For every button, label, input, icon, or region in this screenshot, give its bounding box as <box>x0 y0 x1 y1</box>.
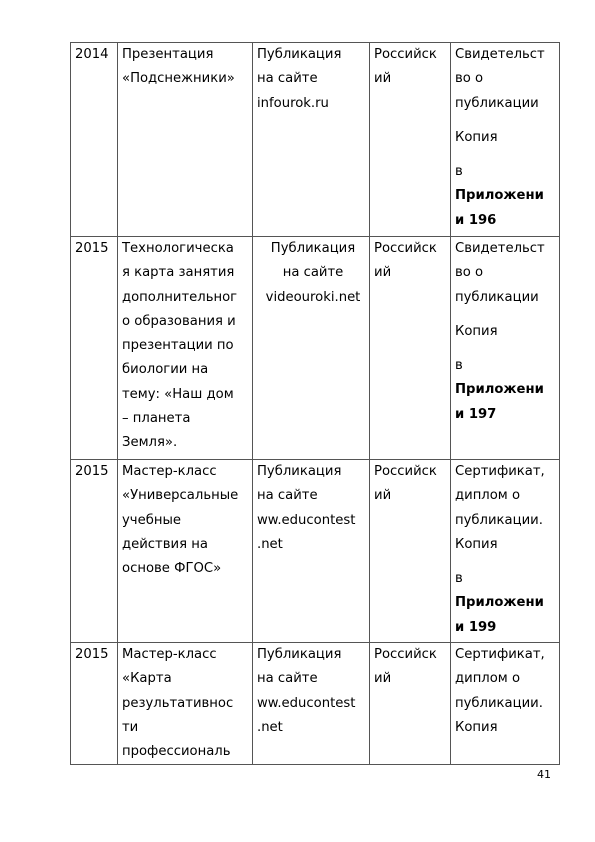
level-cell: Российск ий <box>370 237 451 460</box>
table-row <box>71 43 560 237</box>
page-number: 41 <box>537 768 551 781</box>
venue-cell: Публикация на сайте videouroki.net <box>253 237 370 460</box>
level-cell: Российск ий <box>370 643 451 765</box>
level-cell: Российск ий <box>370 460 451 643</box>
year-cell: 2015 <box>71 643 118 765</box>
title-cell: Мастер-класс «Универсальные учебные действия на основе ФГОС» <box>118 460 253 643</box>
year-cell: 2015 <box>71 460 118 643</box>
venue-cell: Публикация на сайте infourok.ru <box>253 43 370 237</box>
venue-cell: Публикация на сайте ww.educontest .net <box>253 460 370 643</box>
venue-cell: Публикация на сайте ww.educontest .net <box>253 643 370 765</box>
document-cell: Сертификат, диплом о публикации. Копия в Приложени и 199 <box>451 460 560 643</box>
document-cell: Свидетельст во о публикации Копия в Приложени и 197 <box>451 237 560 460</box>
document-cell: Свидетельст во о публикации Копия в Приложени и 196 <box>451 43 560 237</box>
level-cell: Российск ий <box>370 43 451 237</box>
document-cell: Сертификат, диплом о публикации. Копия <box>451 643 560 765</box>
title-cell: Презентация «Подснежники» <box>118 43 253 237</box>
table-row <box>71 460 560 643</box>
publications-table <box>70 42 560 765</box>
year-cell: 2015 <box>71 237 118 460</box>
title-cell: Технологическа я карта занятия дополнительног о образования и презентации по биологии на тему: «Наш дом – планета Земля». <box>118 237 253 460</box>
table-row <box>71 643 560 765</box>
year-cell: 2014 <box>71 43 118 237</box>
table-row <box>71 237 560 460</box>
title-cell: Мастер-класс «Карта результативнос ти профессиональ <box>118 643 253 765</box>
